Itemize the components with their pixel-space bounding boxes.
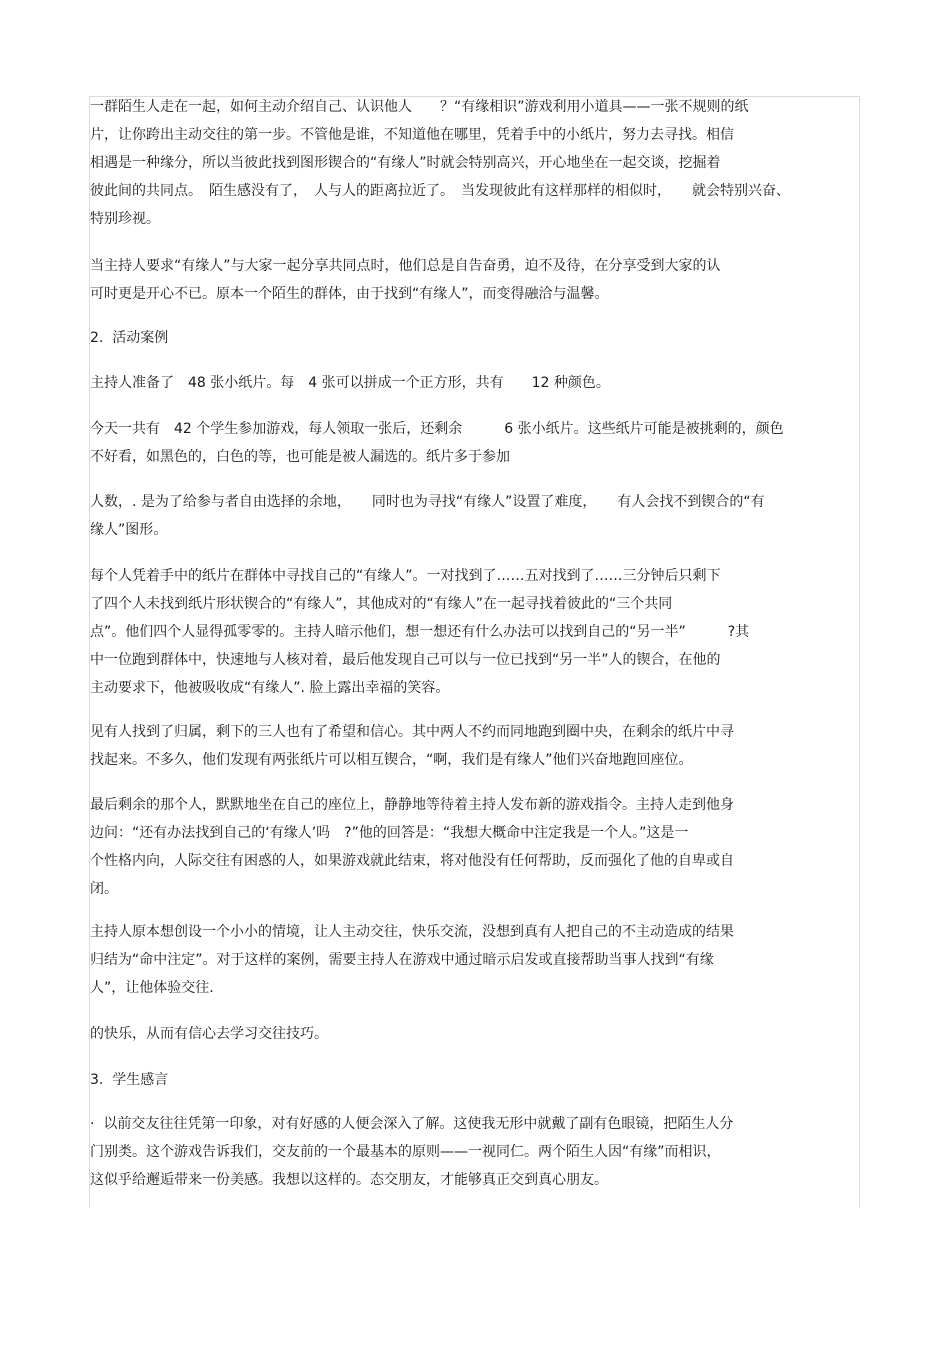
text-line: 个性格内向，人际交往有困惑的人，如果游戏就此结束，将对他没有任何帮助，反而强化了他的自卑或自 <box>90 853 734 869</box>
text-line: 人数，. 是为了给参与者自由选择的余地， 同时也为寻找“有缘人”设置了难度， 有人会找不到锲合的“有 <box>90 494 765 510</box>
text-line: 今天一共有 42 个学生参加游戏，每人领取一张后，还剩余 6 张小纸片。这些纸片可能是被挑剩的，颜色 <box>90 421 784 437</box>
text-line: 找起来。不多久，他们发现有两张纸片可以相互锲合，“啊，我们是有缘人”他们兴奋地跑回座位。 <box>90 752 693 768</box>
text-line: 边问：“还有办法找到自己的‘有缘人’吗 ?”他的回答是：“我想大概命中注定我是一个人。”这是一 <box>90 825 689 841</box>
text-line: 的快乐，从而有信心去学习交往技巧。 <box>90 1026 328 1042</box>
text-line: 相遇是一种缘分，所以当彼此找到图形锲合的“有缘人”时就会特别高兴，开心地坐在一起交谈，挖掘着 <box>90 155 721 171</box>
text-line: 特别珍视。 <box>90 211 160 227</box>
text-line: 片，让你跨出主动交往的第一步。不管他是谁，不知道他在哪里，凭着手中的小纸片，努力去寻找。相信 <box>90 127 734 143</box>
text-line: 归结为“命中注定”。对于这样的案例，需要主持人在游戏中通过暗示启发或直接帮助当事人找到“有缘 <box>90 952 714 968</box>
text-line: 人”，让他体验交往. <box>90 980 214 996</box>
text-line: 闭。 <box>90 881 118 897</box>
text-line: 不好看，如黑色的，白色的等，也可能是被人漏选的。纸片多于参加 <box>90 449 510 465</box>
text-line: 最后剩余的那个人，默默地坐在自己的座位上，静静地等待着主持人发布新的游戏指令。主持人走到他身 <box>90 797 734 813</box>
text-line: 主动要求下，他被吸收成“有缘人”. 脸上露出幸福的笑容。 <box>90 680 450 696</box>
text-line: 缘人”图形。 <box>90 522 168 538</box>
text-line: 彼此间的共同点。 陌生感没有了， 人与人的距离拉近了。 当发现彼此有这样那样的相似时， 就会特别兴奋、 <box>90 183 790 199</box>
text-line: 见有人找到了归属，剩下的三人也有了希望和信心。其中两人不约而同地跑到圈中央，在剩余的纸片中寻 <box>90 724 734 740</box>
section-heading: 3. 学生感言 <box>90 1072 169 1088</box>
text-line: 这似乎给邂逅带来一份美感。我想以这样的。态交朋友，才能够真正交到真心朋友。 <box>90 1172 608 1188</box>
text-line: 主持人原本想创设一个小小的情境，让人主动交往，快乐交流，没想到真有人把自己的不主动造成的结果 <box>90 924 734 940</box>
text-line: · 以前交友往往凭第一印象，对有好感的人便会深入了解。这使我无形中就戴了副有色眼镜，把陌生人分 <box>90 1116 734 1132</box>
text-line: 当主持人要求“有缘人”与大家一起分享共同点时，他们总是自告奋勇，迫不及待，在分享受到大家的认 <box>90 258 721 274</box>
section-heading: 2. 活动案例 <box>90 330 169 346</box>
text-line: 每个人凭着手中的纸片在群体中寻找自己的“有缘人”。一对找到了……五对找到了……三分钟后只剩下 <box>90 568 721 584</box>
text-line: 主持人准备了 48 张小纸片。每 4 张可以拼成一个正方形，共有 12 种颜色。 <box>90 375 610 391</box>
text-line: 点”。他们四个人显得孤零零的。主持人暗示他们，想一想还有什么办法可以找到自己的“另一半” ?其 <box>90 624 750 640</box>
text-line: 了四个人未找到纸片形状锲合的“有缘人”，其他成对的“有缘人”在一起寻找着彼此的“三个共同 <box>90 596 673 612</box>
text-line: 中一位跑到群体中，快速地与人核对着，最后他发现自己可以与一位已找到“另一半”人的锲合，在他的 <box>90 652 721 668</box>
text-line: 门别类。这个游戏告诉我们，交友前的一个最基本的原则——一视同仁。两个陌生人因“有缘”而相识， <box>90 1144 721 1160</box>
text-line: 一群陌生人走在一起，如何主动介绍自己、认识他人 ？“有缘相识”游戏利用小道具——一张不规则的纸 <box>90 99 749 115</box>
text-line: 可时更是开心不已。原本一个陌生的群体，由于找到“有缘人”，而变得融洽与温馨。 <box>90 286 609 302</box>
